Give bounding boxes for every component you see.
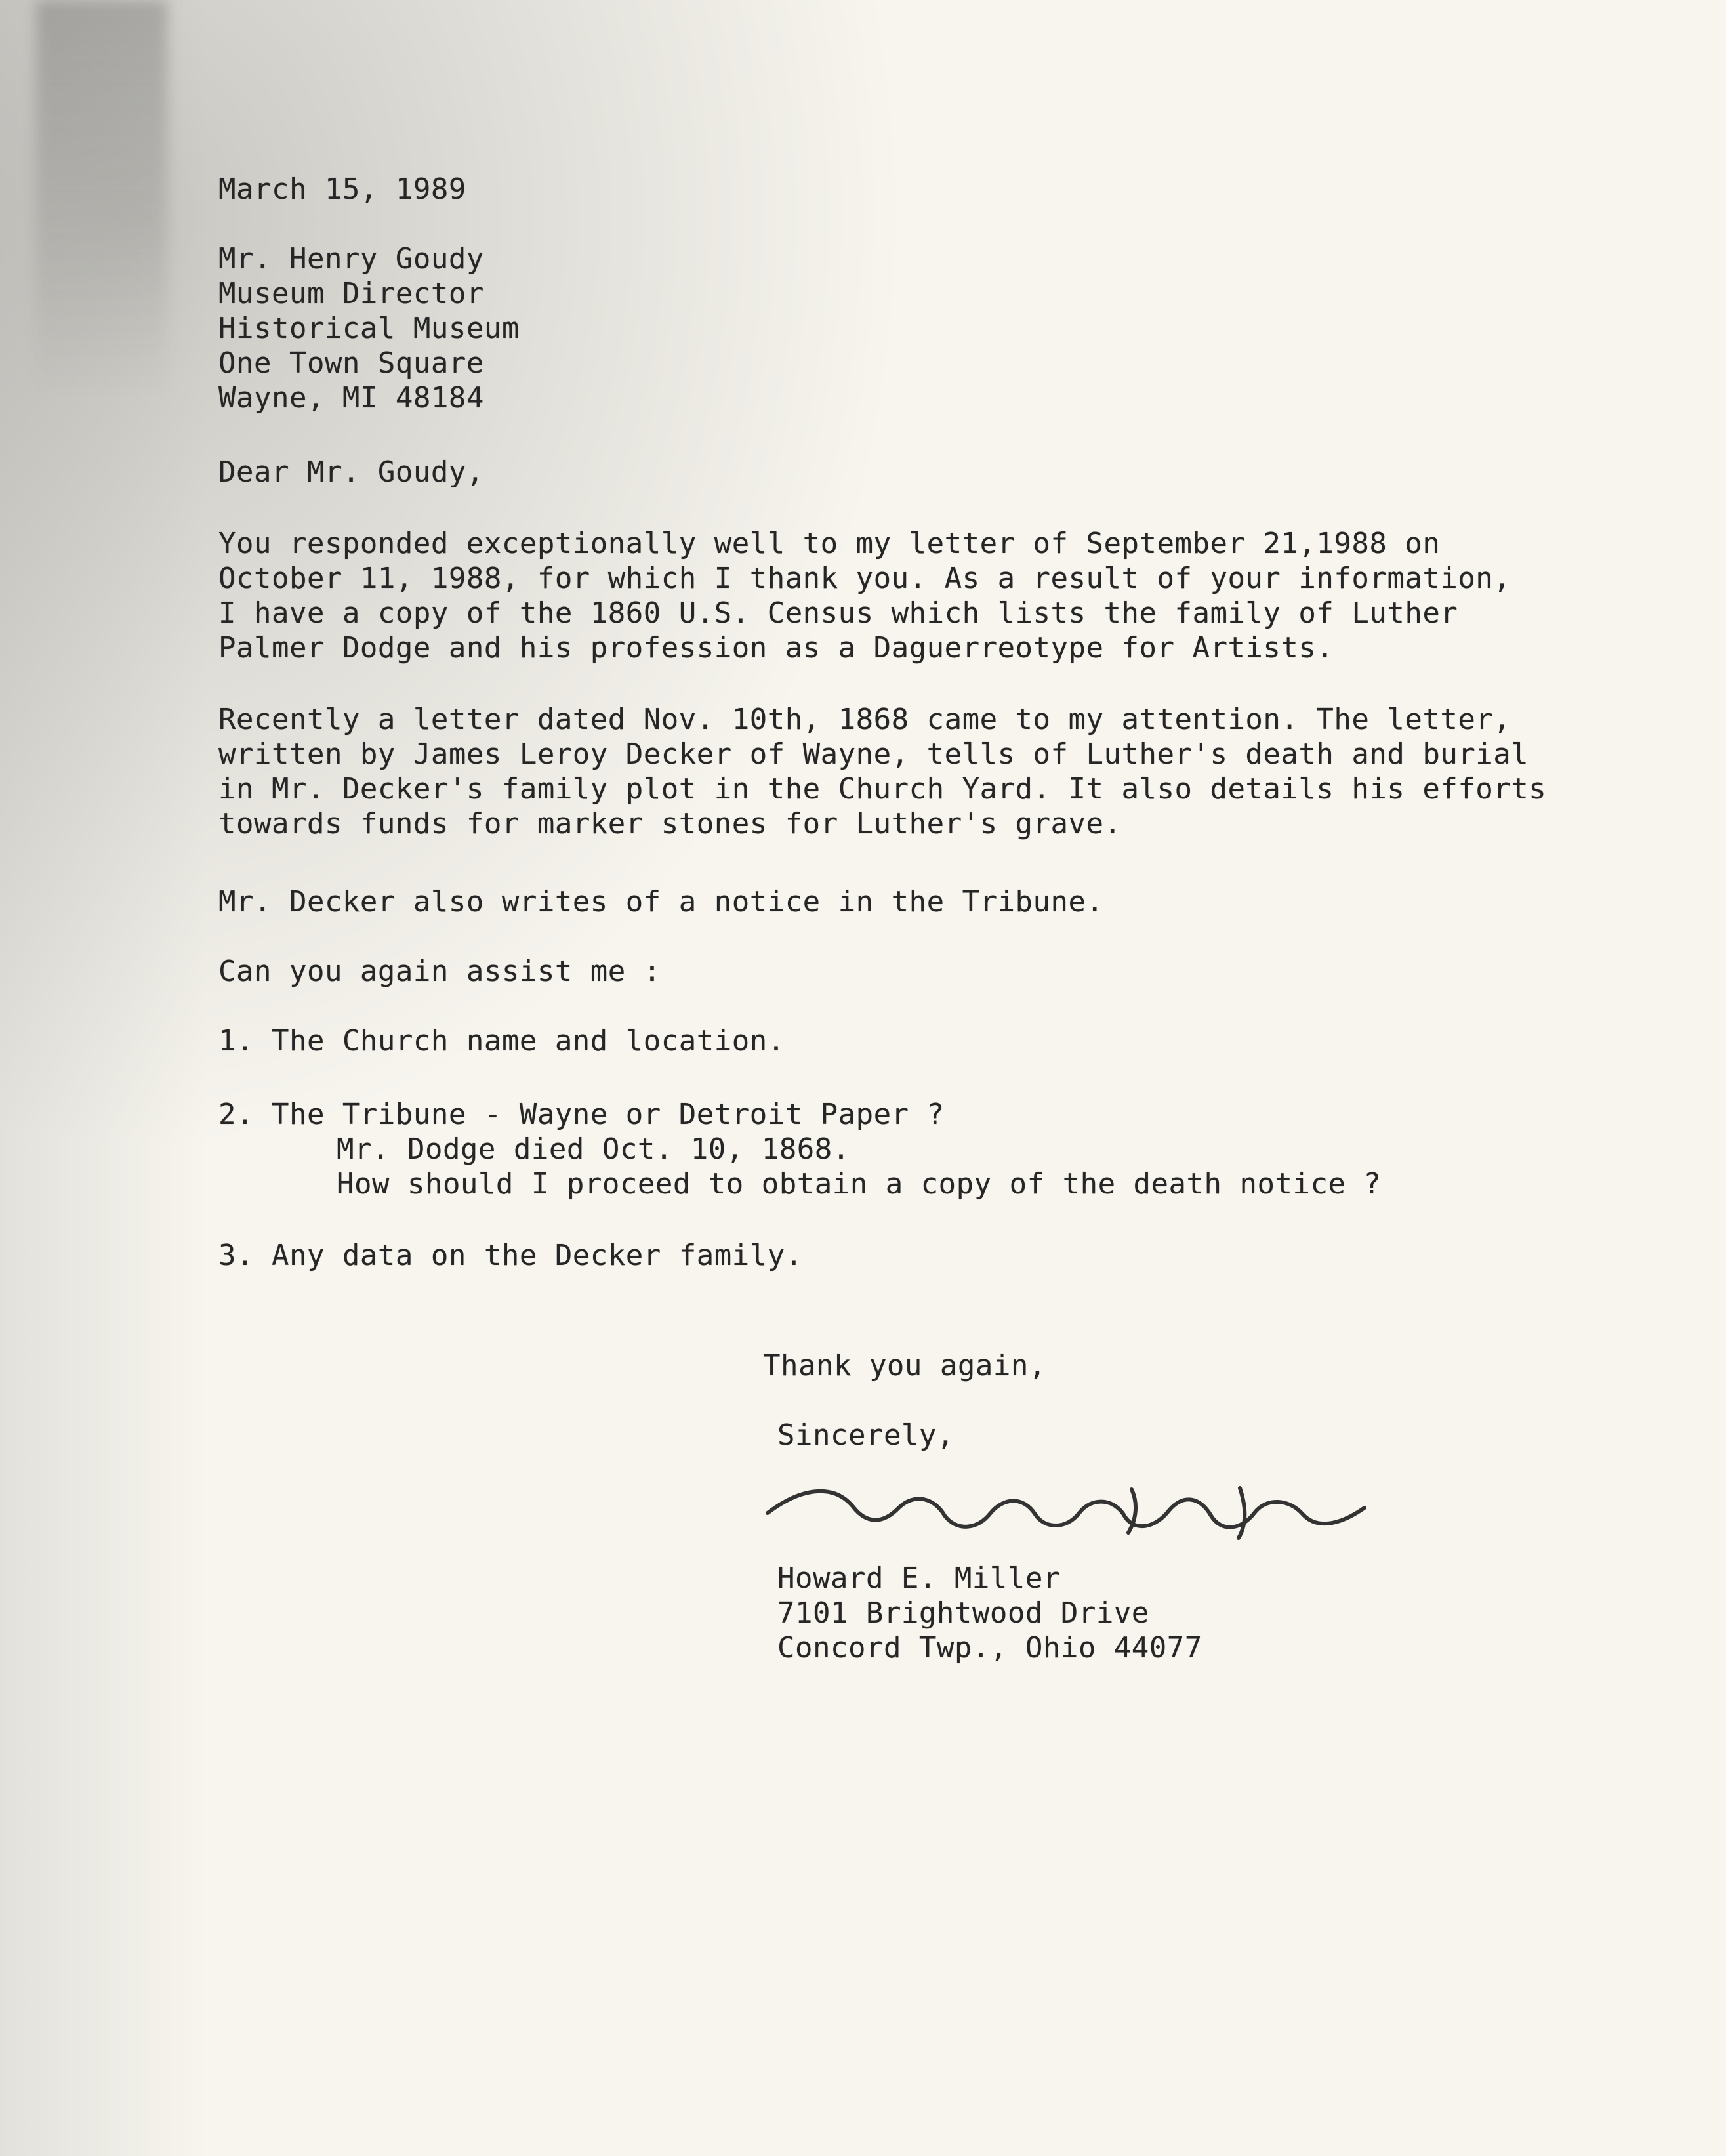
paragraph-2 (218, 702, 1546, 841)
closing-thanks: Thank you again, (763, 1349, 1046, 1382)
list-item-2-line-1: 2. The Tribune - Wayne or Detroit Paper ? (218, 1098, 945, 1131)
list-item-1: 1. The Church name and location. (218, 1024, 785, 1058)
sender-address (777, 1561, 1202, 1665)
paragraph-2-line-4: towards funds for marker stones for Luther's grave. (218, 807, 1122, 840)
closing-sincerely: Sincerely, (777, 1419, 955, 1452)
paragraph-2-line-2: written by James Leroy Decker of Wayne, tells of Luther's death and burial (218, 737, 1529, 771)
salutation: Dear Mr. Goudy, (218, 455, 484, 489)
paragraph-3: Mr. Decker also writes of a notice in the Tribune. (218, 885, 1104, 919)
paragraph-2-line-3: in Mr. Decker's family plot in the Church Yard. It also details his efforts (218, 772, 1547, 806)
paragraph-2-line-1: Recently a letter dated Nov. 10th, 1868 came to my attention. The letter, (218, 703, 1511, 736)
paragraph-1-line-4: Palmer Dodge and his profession as a Daguerreotype for Artists. (218, 631, 1334, 665)
paragraph-1-line-1: You responded exceptionally well to my letter of September 21,1988 on (218, 527, 1441, 560)
question-intro: Can you again assist me : (218, 955, 661, 988)
paragraph-1-line-3: I have a copy of the 1860 U.S. Census which lists the family of Luther (218, 596, 1458, 630)
recipient-address (218, 241, 520, 415)
paragraph-1-line-2: October 11, 1988, for which I thank you. As a result of your information, (218, 562, 1511, 595)
sender-name: Howard E. Miller (777, 1562, 1061, 1595)
recipient-city: Wayne, MI 48184 (218, 381, 484, 415)
handwritten-signature (748, 1470, 1391, 1548)
list-item-2-line-2: Mr. Dodge died Oct. 10, 1868. (337, 1132, 850, 1166)
recipient-title: Museum Director (218, 277, 484, 310)
list-item-2-line-3: How should I proceed to obtain a copy of the death notice ? (337, 1167, 1382, 1201)
recipient-name: Mr. Henry Goudy (218, 242, 484, 276)
sender-city: Concord Twp., Ohio 44077 (777, 1631, 1202, 1665)
sender-street: 7101 Brightwood Drive (777, 1596, 1149, 1630)
list-item-2 (218, 1097, 1381, 1201)
scan-smudge (36, 0, 167, 394)
paragraph-1 (218, 526, 1511, 665)
recipient-street: One Town Square (218, 346, 484, 380)
recipient-organization: Historical Museum (218, 312, 520, 345)
letter-date: March 15, 1989 (218, 173, 466, 206)
list-item-3: 3. Any data on the Decker family. (218, 1239, 803, 1272)
